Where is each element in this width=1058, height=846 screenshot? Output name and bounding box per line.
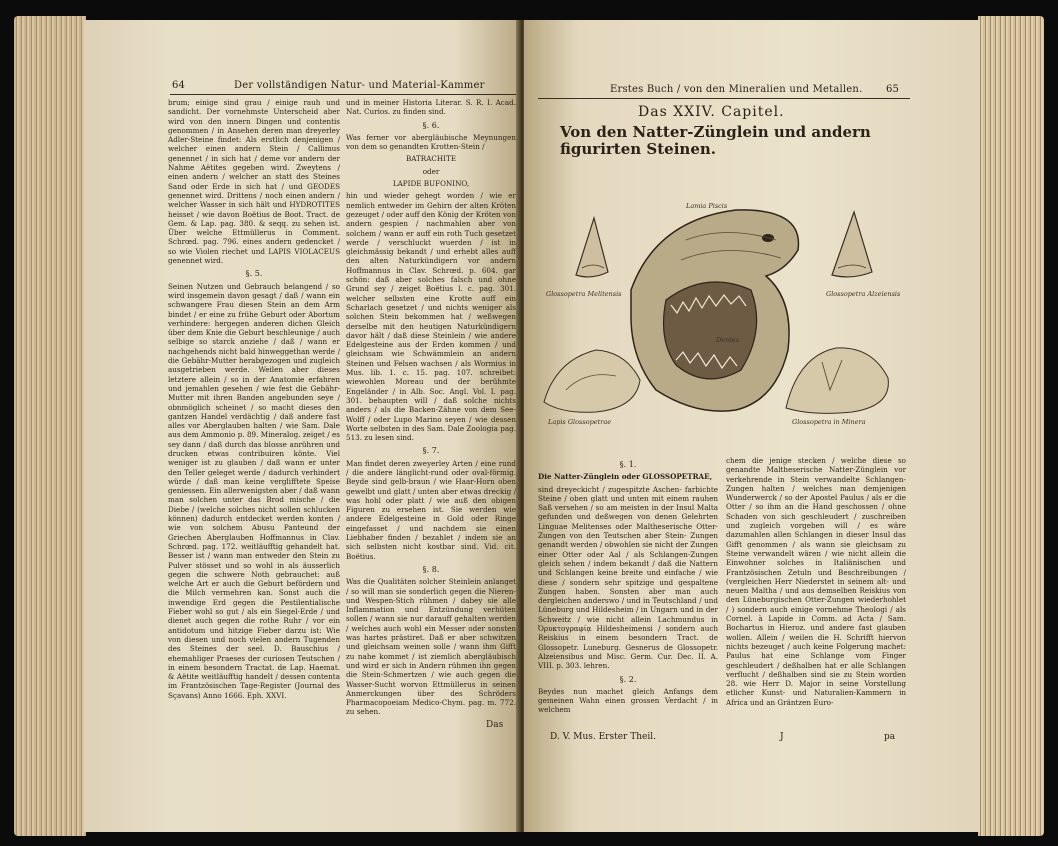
right-page-number: 65 bbox=[886, 84, 900, 95]
right-column-2 bbox=[726, 456, 906, 710]
engraving-plate bbox=[536, 180, 928, 448]
left-catchword: Das bbox=[486, 720, 504, 730]
left-page-edges bbox=[14, 16, 86, 836]
label-dentes: Dentes bbox=[716, 336, 740, 344]
chapter-number: Das XXIV. Capitel. bbox=[638, 104, 785, 120]
right-head-rule bbox=[538, 98, 910, 99]
left-col2-para: und in meiner Historia Literar. S. R. I. Acad. Nat. Curios. zu finden sind. bbox=[346, 98, 516, 117]
section-lead: Die Natter-Zünglein oder GLOSSOPETRAE, bbox=[538, 472, 713, 482]
right-catchword: pa bbox=[884, 732, 896, 742]
right-col2-para: chem die jenige stecken / welche diese so genandte Maltheserische Natter-Zünglein vor verkehrende in Stein verwandelte Schlangen-Zungen halten / welches man demjenigen Wunderwerck / so der Apostel Paulus / als er die Otter / so ihm an die Hand geschossen / ohne Schaden von sich geschleudert / zuschreiben und zugleich vorgeben will / es wäre dazumahlen allen Schlangen in dieser Insul das Gifft genommen / als wann sie gleichsam zu Steine verwandelt wären / wie nicht allein die Einwohner solches in Italiänischen und Frantzösischen Zetuln und Beschreibungen / (vergleichen Herr Niederstet in seinem alt- und neuen Maltha / und aus demselben Reiskius von den Lüneburgischen Otter-Zungen wiederhohlet / ) sondern auch einige vornehme Theologi / als Cornel. à Lapide in Comm. ad Acta / Sam. Bochartus in Hieroz. und andere fast glauben wollen. Allein / weilen die H. Schrifft hiervon nichts bezeuget / auch keine Folgerung machet: Paulus hat eine Schlange vom Finger geschleudert / deßhalben hat er alle Schlangen verflucht / deßhalben sind sie zu Stein worden 28. wie Herr D. Major in seine Vorstellung etlicher Kunst- und Naturalien-Kammern in Africa und an Gräntzen Euro- bbox=[726, 456, 906, 707]
stone-matrix-left bbox=[544, 350, 640, 412]
left-page-number: 64 bbox=[172, 80, 186, 91]
term-lapis-bufonino: LAPIDE BUFONINO, bbox=[392, 179, 470, 189]
left-head-rule bbox=[170, 94, 516, 95]
left-col2-para: Was die Qualitäten solcher Steinlein anlanget / so will man sie sonderlich gegen die Nieren- und Wespen-Stich rühmen / dabey sie alle Inflammation und Entzündung verhüten sollen / wann sie nur darauff gehalten werden / welches auch wohl ein Messer oder sonsten was hartes prästiret. Daß er aber schwitzen und gleichsam weinen solle / wann ihm Gifft zu nahe kommet / ist ziemlich abergläubisch und wird er sich in Andern rühmen ihn gegen die Stein-Schmertzen / wie auch gegen die Wasser-Sucht worvon Ettmüllerus in seinen Anmerckungen über des Schröders Pharmacopoeiam Medico-Chym. pag. m. 772. zu sehen. bbox=[346, 577, 516, 717]
section-heading: §. 2. bbox=[619, 674, 637, 684]
left-column-1 bbox=[168, 98, 340, 703]
label-glossopetra-melitensis: Glossopetra Melitensis bbox=[546, 290, 622, 298]
right-page-edges bbox=[978, 16, 1044, 836]
left-col2-para: hin und wieder gehegt worden / wie er nemlich entweder im Gehirn der alten Kröten gezeuget / oder auff den König der Kröten von andern gespien / nachmahlen aber von solchem / wann er auff ein roth Tuch gesetzet werde / verschluckt wuerden / ist in gleichmässig bekandt / und erhebt alles auff den alten Naturkündigern vor andern Hoffmannus in Clav. Schrœd. p. 604. gar schön: daß aber solches falsch und ohne Grund sey / zeiget Boëtius l. c. pag. 301. welcher selbsten eine Krotte auff ein Scharlach gesetzet / und nichts weniger als solchen Stein bekommen hat / weßwegen derselbe mit den heutigen Naturkündigern davor hält / daß diese Steinlein / wie andere Edelgesteine aus der Erden kommen / und gleichsam wie Schwämmlein an andern Steinen und Felsen wachsen / als Wormius in Mus. lib. 1. c. 15. pag. 107. schreibet: wiewohlen Moreau und der berühmte Engeländer / in Alb. Soc. Angl. Vol. I. pag. 301. behaupten will / daß solche nichts anders / als die Backen-Zähne von dem See-Wolff / oder Lupo Marino seyen / wie dessen Worte selbsten in des Sam. Dale Zoologia pag. 513. zu lesen sind. bbox=[346, 191, 516, 443]
section-heading: §. 6. bbox=[422, 120, 440, 130]
right-page bbox=[524, 20, 980, 832]
fossil-engraving bbox=[536, 180, 928, 448]
left-col1-para: brum; einige sind grau / einige rauh und sandicht. Der vornehmste Unterscheid aber wird von den innern Dingen und contentis genommen / in Ansehen deren man dreyerley Adler-Steine findet: Als erstlich denjenigen / welcher einen andern Stein / Callimus genennet / in sich hat / deme vor andern der Nahme Aëtites gegeben wird. Zweytens / einen andern / welcher an statt des Steines Sand oder Erde in sich hat / und GEODES genennet wird. Drittens / noch einen andern / welcher Wasser in sich hält und HYDROTITES heisset / wie davon Boëtius de Boot. Tract. de Gem. & Lap. pag. 380. & seqq. zu sehen ist. Über welche Ettmüllerus in Comment. Schrœd. pag. 796. eines andern gedencket / so wie Violen riechet und LAPIS VIOLACEUS genennet wird. bbox=[168, 98, 340, 266]
signature-line: D. V. Mus. Erster Theil. bbox=[550, 732, 656, 742]
signature-mark: J bbox=[780, 732, 784, 742]
label-lapis-glossopetrae: Lapis Glossopetrae bbox=[548, 418, 612, 426]
right-column-1 bbox=[538, 456, 718, 718]
right-running-head: Erstes Buch / von den Mineralien und Metallen. bbox=[610, 84, 863, 95]
term-batrachite: BATRACHITE bbox=[405, 154, 457, 164]
right-col1-para: sind dreyeckicht / zugespitzte Aschen- farbichte Steine / oben glatt und unten mit einem rauhen Saß versehen / so am meisten in der Insul Malta gefunden und deßwegen von denen Gelehrten Linguae Melitenses oder Maltheserische Otter- Zungen von den Teutschen aber Stein- Zungen genandt werden / obwohlen sie nicht der Zungen einer Otter oder Aal / als Schlangen-Zungen gleich sehen / indem bekandt / daß die Nattern und Schlangen keine breite und einfache / wie diese / sondern sehr spitzige und gespaltene Zungen haben. Sonsten aber man auch dergleichen anderswo / und in Teutschland / und Lüneburg und Hildesheim / in Ungarn und in der Schweitz / wie nicht allein Lachmundus in Ὀρυκτογραφίᾳ Hildesheimensi / sondern auch Reiskius in einem besondern Tract. de Glossopetr. Luneburg. Gesnerus de Glossopetr. Alzeiensibus und Misc. Germ. Cur. Dec. II. A. VIII. p. 303. lehren. bbox=[538, 484, 718, 671]
left-col2-para: Was ferner vor abergläubische Meynungen von dem so genandten Krotten-Stein / bbox=[346, 132, 516, 152]
section-heading: §. 5. bbox=[245, 269, 263, 279]
left-col2-para: Man findet deren zweyerley Arten / eine rund / die andere länglicht-rund oder oval-förmig. Beyde sind gelb-braun / wie Haar-Horn oben gewelbt und glatt / unten aber etwas dreckig / was hohl oder platt / wie auß den obigen Figuren zu ersehen ist. Sie werden wie andere Edelgesteine in Gold oder Ringe eingefasset / und nachdem sie einen Liebhaber finden / bezahlet / indem sie an sich selbsten nicht kostbar sind. Vid. cit. Boëtius. bbox=[346, 458, 516, 561]
label-glossopetra-alzeiensis: Glossopetra Alzeiensis bbox=[826, 290, 901, 298]
label-lamia-piscis: Lamia Piscis bbox=[686, 202, 728, 210]
section-heading: §. 8. bbox=[422, 564, 440, 574]
glossopetra-right-tooth bbox=[832, 212, 872, 277]
left-page bbox=[84, 20, 520, 832]
section-heading: §. 1. bbox=[619, 460, 637, 469]
left-col1-para: Seinen Nutzen und Gebrauch belangend / so wird insgemein davon gesagt / daß / wann ein schwangere Frau diesen Stein an dem Arm bindet / er eine zu frühe Geburt oder Abortum verhindere: hergegen anderen dichen Gleich über dem Knie die Geburt beschleunige / auch selbige so starck anziehe / daß / wann er nachgehends nicht bald hinweggethan werde / die Gebähr-Mutter herabgezogen und zugleich ausgetrieben werde. Weilen aber dieses letztere allein / so in der Anatomie erfahren und jemahlen gesehen / wie fest die Gebähr-Mutter mit ihren Banden angebunden seye / obnmöglich scheinet / so macht dieses den gantzen Handel verdächtig / daß andere fast alles vor Aberglauben halten / wie Sam. Dale aus dem Ammonio p. 89. Mineralog. zeiget / es sey dann / daß durch das blosse anrühren und drucken etwas contribuiren könte. Viel weniger ist zu glauben / daß wann er unter den Teller geleget werde / dadurch verhindert würde / daß man keine verglifftete Speise geniessen. Ein allerwenigsten aber / daß wann man solchen unter das Brod mische / die Diebe / (welche solches nicht sollen schlucken können) dadurch entdecket werden konten / wie von solchem Abusu Panteund der Griechen Aberglauben Hoffmannus in Clav. Schrœd. pag. 172. weitläufftig gehandelt hat. Besser ist / wann man entweder den Stein zu Pulver stösset und so wohl in als äusserlich gegen die schwere Noth gebrauchet: auß welche Art er auch die Geburt befördern und die Milch vermehren kan. Sonst auch die inwendige Erd gegen die Pestilentialische Fieber wohl so gut / als ein Siegel-Erde / und dienet auch gegen die rothe Ruhr / vor ein antidotum und hitzige Fieber darzu ist: Wie von diesen und noch vielen andern Tugenden des Steines der seel. D. Bauschius / ehemahliger Praeses der curiosen Teutschen / in einem besondern Tractat. de Lap. Haemat. & Aëtite weitläufftig handelt / dessen contenta im Frantzösischen Tage-Register (Journal des Sçavans) Anno 1666. Eph. XXVI. bbox=[168, 281, 340, 700]
left-running-head: Der vollständigen Natur- und Material-Kammer bbox=[234, 80, 485, 91]
section-heading: §. 7. bbox=[422, 446, 440, 456]
label-glossopetra-in-minera: Glossopetra in Minera bbox=[792, 418, 866, 426]
glossopetra-left-tooth bbox=[576, 218, 608, 277]
right-col1-para: Beydes nun machet gleich Anfangs dem gemeinen Wahn einen grossen Verdacht / in welchem bbox=[538, 686, 718, 715]
chapter-title: Von den Natter-Zünglein und andern figurirten Steinen. bbox=[560, 123, 871, 158]
term-oder: oder bbox=[422, 166, 440, 176]
left-column-2 bbox=[346, 98, 516, 720]
stone-matrix-right bbox=[786, 348, 888, 413]
